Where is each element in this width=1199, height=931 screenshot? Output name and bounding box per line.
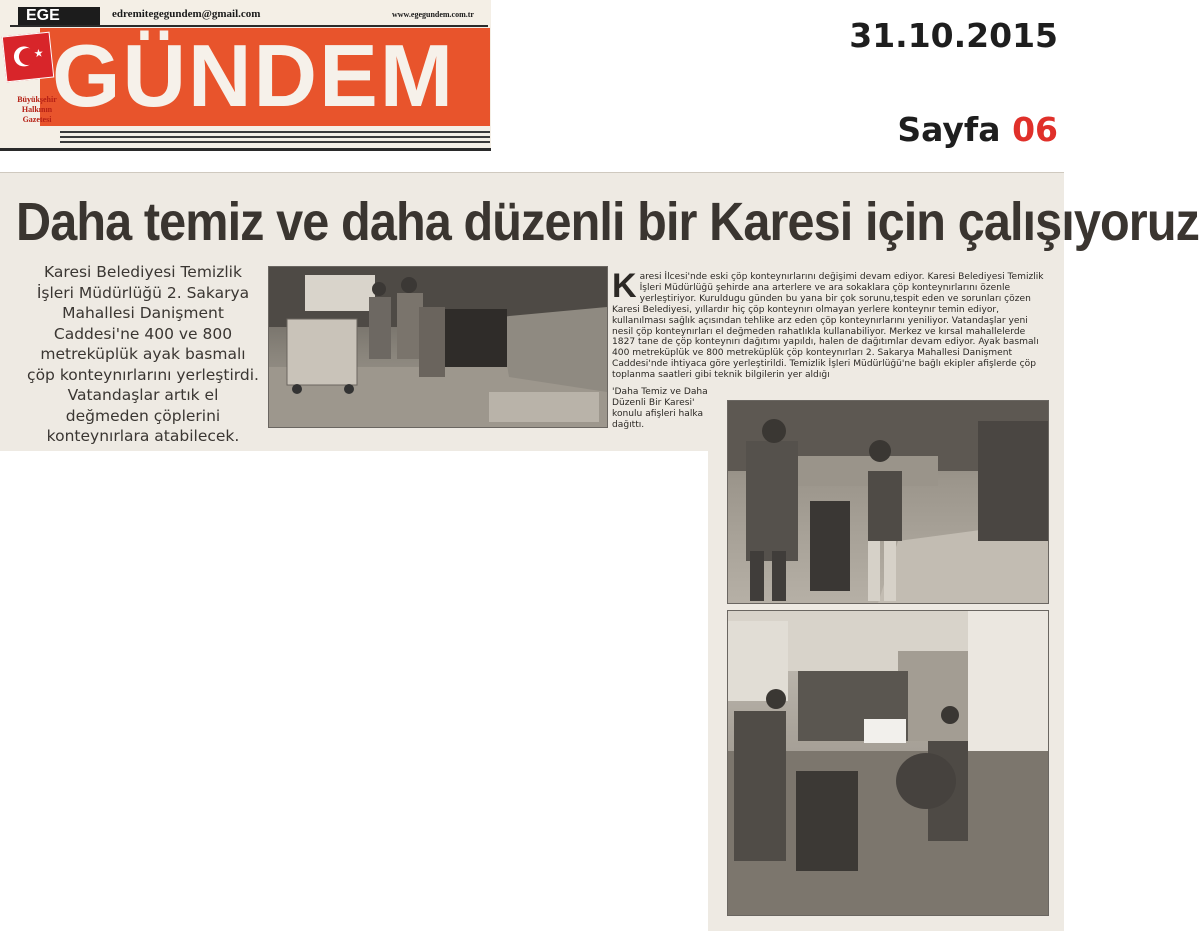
masthead-ege-label: EGE xyxy=(18,7,100,25)
turkish-flag-icon: ★ xyxy=(2,32,55,83)
article-body xyxy=(612,267,1048,381)
newspaper-masthead xyxy=(0,0,491,151)
masthead-slogan: Büyükşehir Halkının Gazetesi xyxy=(17,95,57,124)
masthead-stripes xyxy=(60,128,490,144)
article-lead: Karesi Belediyesi Temizlik İşleri Müdürlüğü 2. Sakarya Mahallesi Danişment Caddesi'ne 400 ve 800 metreküplük ayak basmalı çöp konteynırlarını yerleştirdi. Vatandaşlar artık el değmeden çöplerini konteynırlara atabilecek. xyxy=(27,263,259,445)
article-photo-street-workers xyxy=(727,610,1049,916)
article-photo-poster-handout xyxy=(727,400,1049,604)
masthead-website: www.egegundem.com.tr xyxy=(392,10,474,19)
publication-date: 31.10.2015 xyxy=(849,16,1058,55)
page-number-value: 06 xyxy=(1012,110,1058,149)
masthead-email: edremitegegundem@gmail.com xyxy=(112,8,261,20)
article-body-tail: 'Daha Temiz ve Daha Düzenli Bir Karesi' konulu afişleri halka dağıttı. xyxy=(612,387,708,430)
article-photo-workers-containers xyxy=(268,266,608,428)
masthead-title: GÜNDEM xyxy=(52,26,456,125)
article-body-text: aresi İlcesi'nde eski çöp konteynırlarını değişimi devam ediyor. Karesi Belediyesi Temizlik İşleri Müdürlüğü şehirde ana arterlere ve ara sokaklara çöp konteynırlarını özenle yerleştiriyor. Kuruldugu günden bu yana bir çok sorunu,tespit eden ve sorunları çözen Karesi Belediyesi, yıllardır hiç çöp konteynırı olmayan yerlere konteynır temin ediyor, kullanılması sağlık açısından tehlike arz eden çöp konteynırlarını yeniliyor. Vatandaşlar yeni nesil çöp konteynırları el değmeden rahatlıkla kullanabiliyor. Merkez ve kırsal mahallelerde 1827 tane de çöp konteynırı dağıtımı yapıldı, halen de dağıtımlar devam ediyor. Ayak basmalı 400 metreküplük ve 800 metreküplük çöp konteynırları 2. Sakarya Mahallesi Danişment Caddesi'nde ihtiyaca göre yerleştirildi. Temizlik İşleri Müdürlüğü'ne bağlı ekipler afişlerde çöp toplanma saatleri gibi teknik bilgilerin yer aldığı xyxy=(612,272,1044,381)
article-dropcap: K xyxy=(612,267,637,305)
page-number xyxy=(897,110,1058,149)
page-label: Sayfa xyxy=(897,110,1001,149)
article-headline: Daha temiz ve daha düzenli bir Karesi için çalışıyoruz xyxy=(16,192,1199,252)
